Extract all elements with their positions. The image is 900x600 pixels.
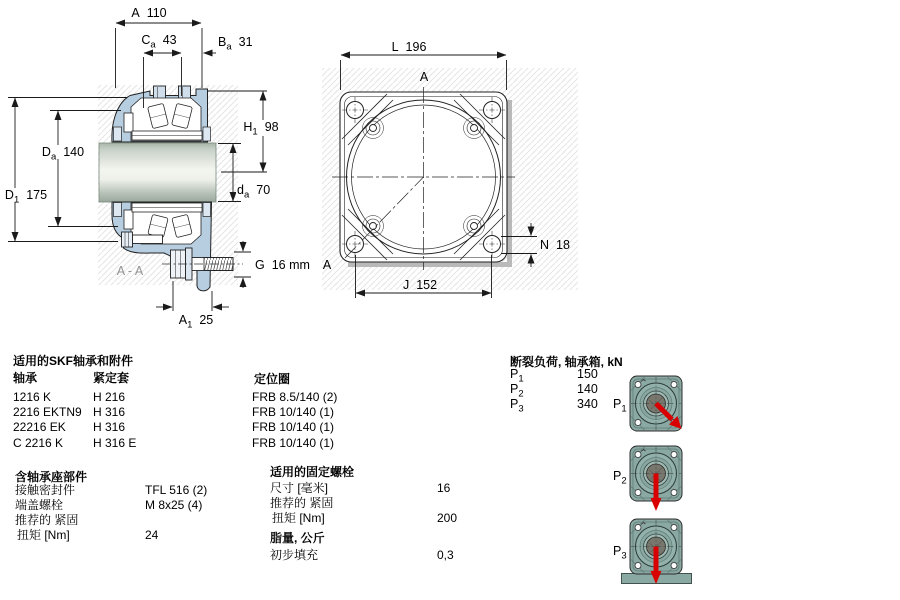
housing-parts-title: 含轴承座部件 xyxy=(15,470,88,484)
part-value: TFL 516 (2) xyxy=(145,483,208,497)
part-label: 扭矩 [Nm] xyxy=(17,528,70,542)
dim-label-J: J 152 xyxy=(402,278,438,292)
grease-label: 初步填充 xyxy=(270,548,319,562)
part-label: 推荐的 紧固 xyxy=(15,513,79,527)
column-header-bearing: 轴承 xyxy=(13,371,38,385)
bearing-cell: 1216 K xyxy=(13,390,52,404)
locating-ring-cell: FRB 10/140 (1) xyxy=(252,436,335,450)
dim-label-A: A 110 xyxy=(131,6,167,20)
section-marker-top: A xyxy=(419,70,429,84)
section-marker-bottom: A xyxy=(322,258,332,272)
load-row-value: 150 xyxy=(577,367,598,381)
flange-front-drawing xyxy=(315,35,590,315)
sleeve-cell: H 216 xyxy=(93,390,126,404)
bearing-cell: 2216 EKTN9 xyxy=(13,405,82,419)
part-label: 端盖螺栓 xyxy=(15,498,64,512)
sleeve-cell: H 316 E xyxy=(93,436,137,450)
load-direction-figure-p3 xyxy=(629,518,683,590)
load-row-value: 340 xyxy=(577,397,598,411)
load-row-value: 140 xyxy=(577,382,598,396)
dim-label-Ba: $B_a$ 31 xyxy=(218,35,253,53)
flange-body xyxy=(332,87,515,270)
bolt-label: 推荐的 紧固 xyxy=(270,496,334,510)
bearing-cell: C 2216 K xyxy=(13,436,64,450)
load-arrow-icon xyxy=(651,498,662,511)
load-direction-figure-p1 xyxy=(629,375,683,447)
part-value: 24 xyxy=(145,528,159,542)
locating-ring-cell: FRB 10/140 (1) xyxy=(252,405,335,419)
sleeve-cell: H 316 xyxy=(93,405,126,419)
dim-label-N: N 18 xyxy=(540,238,570,252)
figure-label-p3: $P_3$ xyxy=(613,544,627,562)
dim-label-A1: $A_1$ 25 xyxy=(178,313,214,331)
load-row-label: $P_2$ xyxy=(510,382,524,400)
dim-label-da: $d_a$ 70 xyxy=(237,183,271,201)
sleeve-cell: H 316 xyxy=(93,420,126,434)
locating-ring-cell: FRB 8.5/140 (2) xyxy=(252,390,338,404)
part-label: 接触密封件 xyxy=(15,483,76,497)
dim-label-L: L 196 xyxy=(391,40,427,54)
section-label: A - A xyxy=(116,264,144,278)
bearing-cell: 22216 EK xyxy=(13,420,66,434)
load-row-label: $P_3$ xyxy=(510,397,524,415)
bolt-value: 16 xyxy=(437,481,451,495)
locating-rings-title: 定位圈 xyxy=(254,372,291,386)
dim-label-H1: $H_1$ 98 xyxy=(238,120,284,134)
locating-ring-cell: FRB 10/140 (1) xyxy=(252,420,335,434)
bolt-label: 扭矩 [Nm] xyxy=(272,511,325,525)
figure-label-p2: $P_2$ xyxy=(613,469,627,487)
load-direction-figure-p2 xyxy=(629,445,683,517)
load-arrow-icon xyxy=(651,571,662,584)
figure-label-p1: $P_1$ xyxy=(613,397,627,415)
dim-label-D1: $D_1$ 175 xyxy=(2,188,50,202)
part-value: M 8x25 (4) xyxy=(145,498,203,512)
bolt-label: 尺寸 [毫米] xyxy=(270,481,329,495)
attachment-bolts-title: 适用的固定螺栓 xyxy=(270,465,355,479)
bearings-table-title: 适用的SKF轴承和附件 xyxy=(13,354,134,368)
bolt-value: 200 xyxy=(437,511,458,525)
column-header-sleeve: 紧定套 xyxy=(93,371,130,385)
dim-label-G: G 16 mm xyxy=(255,258,310,272)
grease-value: 0,3 xyxy=(437,548,454,562)
load-row-label: $P_1$ xyxy=(510,367,524,385)
dim-label-Da: $D_a$ 140 xyxy=(36,145,90,159)
grease-title: 脂量, 公斤 xyxy=(270,531,325,545)
dim-label-Ca: $C_a$ 43 xyxy=(141,33,177,51)
breaking-loads-title: 断裂负荷, 轴承箱, kN xyxy=(510,355,623,369)
shaft xyxy=(99,143,216,202)
